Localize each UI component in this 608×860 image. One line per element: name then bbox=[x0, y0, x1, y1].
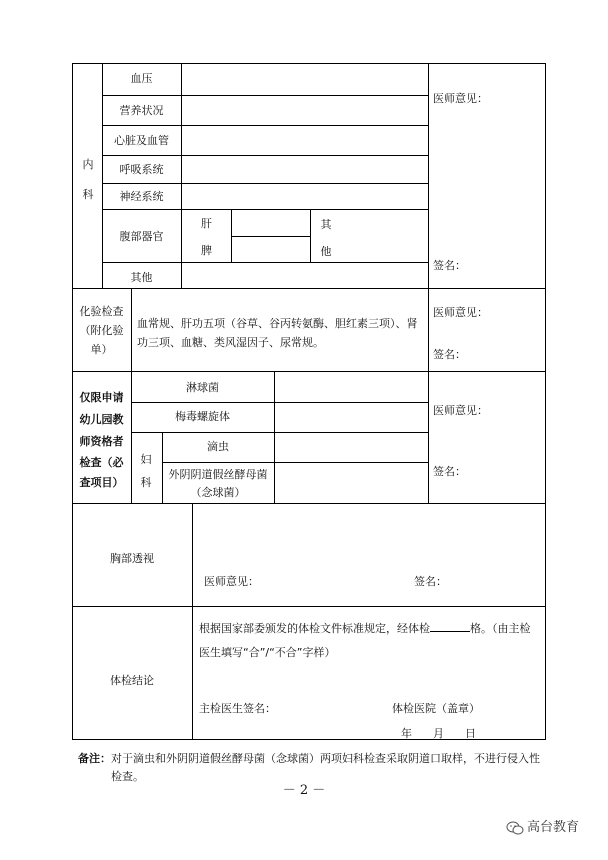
row-label-nervous: 神经系统 bbox=[119, 190, 164, 203]
kg-candida-line2: （念球菌） bbox=[190, 486, 246, 499]
row-divider bbox=[102, 95, 428, 96]
kg-label-line4: 检查（必 bbox=[79, 456, 124, 469]
lab-label-line2: （附化验 bbox=[79, 324, 124, 337]
conclusion-line1 bbox=[199, 621, 531, 636]
date-day: 日 bbox=[465, 727, 476, 740]
internal-doctor-opinion: 医师意见： bbox=[433, 92, 488, 105]
date-month: 月 bbox=[433, 727, 444, 740]
page-number: － 2 － bbox=[282, 783, 326, 798]
watermark-text: 高台教育 bbox=[527, 820, 580, 835]
kg-row-divider bbox=[131, 402, 428, 403]
lab-signature: 签名： bbox=[433, 348, 466, 361]
chest-divider bbox=[192, 503, 193, 607]
lab-content-line1: 血常规、肝功五项（谷草、谷丙转氨酶、胆红素三项）、肾 bbox=[137, 317, 418, 330]
kg-value-divider bbox=[274, 371, 275, 504]
note-text-line1: 对于滴虫和外阴阴道假丝酵母菌（念球菌）两项妇科检查采取阴道口取样，不进行侵入性 bbox=[111, 752, 540, 765]
internal-item-divider bbox=[181, 63, 182, 289]
section-divider bbox=[72, 288, 546, 289]
abdominal-row-divider bbox=[231, 236, 311, 237]
hospital-seal: 体检医院（盖章） bbox=[392, 702, 480, 715]
conclusion-label: 体检结论 bbox=[110, 674, 154, 687]
kg-gonorrhea: 淋球菌 bbox=[186, 381, 219, 394]
kg-row-divider bbox=[131, 432, 428, 433]
chest-doctor-opinion: 医师意见： bbox=[204, 575, 259, 588]
lab-label-line1: 化验检查 bbox=[79, 305, 124, 318]
chest-label: 胸部透视 bbox=[110, 552, 154, 565]
row-label-other-right-bottom: 他 bbox=[320, 245, 332, 258]
kg-label-line5: 查项目） bbox=[79, 476, 124, 489]
row-label-liver: 肝 bbox=[201, 217, 212, 230]
kg-label-line3: 师资格者 bbox=[79, 435, 124, 448]
section-divider bbox=[72, 371, 546, 372]
row-label-abdominal: 腹部器官 bbox=[119, 230, 164, 243]
section-divider bbox=[72, 503, 546, 504]
row-label-spleen: 脾 bbox=[201, 244, 212, 257]
kg-gyn-top: 妇 bbox=[140, 453, 152, 466]
kg-trichomonas: 滴虫 bbox=[207, 440, 229, 453]
lab-label-line3: 单） bbox=[90, 343, 113, 356]
wechat-icon bbox=[506, 821, 524, 835]
row-label-respiratory: 呼吸系统 bbox=[119, 163, 164, 176]
note-label: 备注： bbox=[78, 752, 111, 765]
kg-row-divider bbox=[162, 462, 428, 463]
lab-doctor-opinion: 医师意见： bbox=[433, 306, 488, 319]
date-year: 年 bbox=[401, 727, 412, 740]
kg-doctor-opinion: 医师意见： bbox=[433, 404, 488, 417]
note-line1 bbox=[78, 752, 540, 766]
kg-signature: 签名： bbox=[433, 465, 466, 478]
conclusion-line2: 医生填写“合”/“不合”字样） bbox=[199, 646, 336, 659]
conclusion-text-part2: 格。（由主检 bbox=[470, 622, 531, 635]
row-divider bbox=[102, 155, 428, 156]
internal-signature: 签名： bbox=[433, 259, 466, 272]
lab-content-line2: 功三项、血糖、类风湿因子、尿常规。 bbox=[137, 336, 324, 349]
conclusion-text-part1: 根据国家部委颁发的体检文件标准规定，经体检 bbox=[199, 622, 430, 635]
row-label-other-right-top: 其 bbox=[320, 218, 332, 231]
chief-doctor-signature: 主检医生签名： bbox=[199, 702, 276, 715]
table-border-right bbox=[545, 63, 546, 740]
row-label-blood-pressure: 血压 bbox=[130, 72, 153, 85]
row-divider bbox=[102, 125, 428, 126]
kg-syphilis: 梅毒螺旋体 bbox=[175, 410, 230, 423]
row-label-nutrition: 营养状况 bbox=[119, 104, 164, 117]
kg-label-line2: 幼儿园教 bbox=[79, 413, 124, 426]
row-label-heart: 心脏及血管 bbox=[114, 134, 169, 147]
kg-candida-line1: 外阴阴道假丝酵母菌 bbox=[168, 468, 268, 481]
result-blank[interactable] bbox=[430, 621, 470, 632]
note-line2: 检查。 bbox=[111, 770, 144, 783]
row-divider bbox=[102, 183, 428, 184]
opinion-divider bbox=[428, 63, 429, 504]
kg-gyn-bottom: 科 bbox=[140, 476, 152, 489]
internal-label-top: 内 bbox=[82, 158, 94, 171]
table-border-top bbox=[72, 63, 546, 64]
row-label-other: 其他 bbox=[130, 271, 153, 284]
chest-signature: 签名： bbox=[414, 575, 447, 588]
row-divider bbox=[102, 262, 428, 263]
internal-label-bottom: 科 bbox=[82, 188, 94, 201]
kg-label-line1: 仅限申请 bbox=[79, 391, 124, 404]
lab-divider bbox=[131, 288, 132, 372]
section-divider bbox=[72, 606, 546, 607]
row-divider bbox=[102, 209, 428, 210]
conclusion-divider bbox=[192, 606, 193, 740]
